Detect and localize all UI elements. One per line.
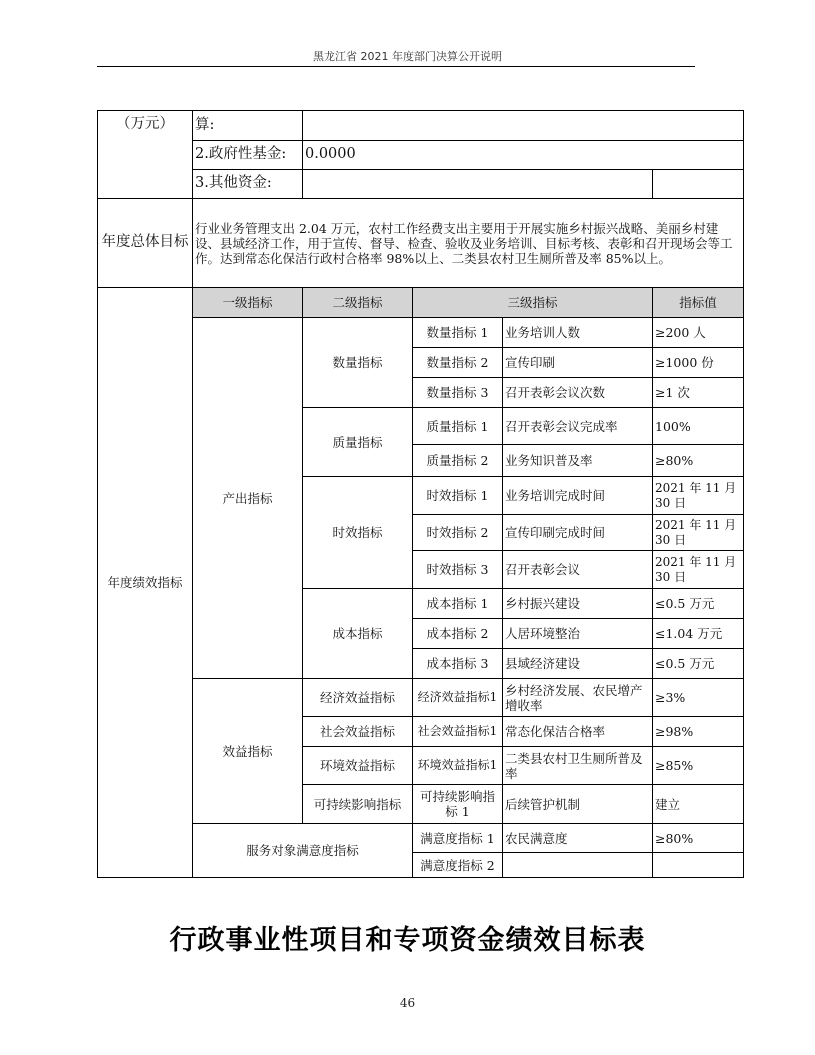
- indicator-code: 时效指标 3: [413, 551, 503, 589]
- indicator-name: 宣传印刷: [503, 348, 653, 378]
- page-header: 黑龙江省 2021 年度部门决算公开说明: [313, 50, 502, 63]
- indicator-name: [503, 853, 653, 878]
- level1-satisfaction: 服务对象满意度指标: [193, 824, 413, 878]
- indicator-name: 业务培训人数: [503, 318, 653, 348]
- indicator-value: ≥1 次: [653, 378, 744, 408]
- indicator-name: 人居环境整治: [503, 619, 653, 649]
- indicator-code: 成本指标 3: [413, 649, 503, 679]
- indicator-value: 2021 年 11 月 30 日: [653, 515, 744, 551]
- funds-source-label: 算:: [193, 111, 303, 141]
- indicator-code: 满意度指标 1: [413, 824, 503, 853]
- indicator-name: 后续管护机制: [503, 785, 653, 824]
- column-header: 三级指标: [413, 288, 653, 318]
- indicator-code: 可持续影响指标 1: [413, 785, 503, 824]
- indicator-value: ≤0.5 万元: [653, 649, 744, 679]
- funds-source-value: [303, 170, 653, 199]
- indicator-name: 宣传印刷完成时间: [503, 515, 653, 551]
- indicator-value: [653, 853, 744, 878]
- funds-source-label: 3.其他资金:: [193, 170, 303, 199]
- indicator-code: 数量指标 3: [413, 378, 503, 408]
- indicator-name: 二类县农村卫生厕所普及率: [503, 747, 653, 785]
- indicator-value: 100%: [653, 408, 744, 445]
- column-header: 指标值: [653, 288, 744, 318]
- funds-source-value: 0.0000: [303, 141, 744, 170]
- level2-quantity: 数量指标: [303, 318, 413, 408]
- indicator-name: 召开表彰会议完成率: [503, 408, 653, 445]
- indicator-code: 成本指标 2: [413, 619, 503, 649]
- column-header: 一级指标: [193, 288, 303, 318]
- indicator-code: 数量指标 2: [413, 348, 503, 378]
- indicator-code: 质量指标 1: [413, 408, 503, 445]
- indicator-code: 质量指标 2: [413, 445, 503, 477]
- level2-quality: 质量指标: [303, 408, 413, 477]
- indicator-value: ≤1.04 万元: [653, 619, 744, 649]
- level2-sustainable: 可持续影响指标: [303, 785, 413, 824]
- overall-goal-label: 年度总体目标: [98, 199, 193, 288]
- indicator-code: 经济效益指标1: [413, 679, 503, 717]
- funds-source-extra: [653, 170, 744, 199]
- indicator-code: 社会效益指标1: [413, 717, 503, 747]
- indicator-value: ≥98%: [653, 717, 744, 747]
- indicator-code: 时效指标 1: [413, 477, 503, 515]
- indicator-code: 时效指标 2: [413, 515, 503, 551]
- funds-unit-label: （万元）: [98, 111, 193, 199]
- indicator-name: 乡村经济发展、农民增产增收率: [503, 679, 653, 717]
- section-title: 行政事业性项目和专项资金绩效目标表: [169, 925, 646, 956]
- indicator-value: ≥80%: [653, 445, 744, 477]
- overall-goal-text: 行业业务管理支出 2.04 万元，农村工作经费支出主要用于开展实施乡村振兴战略、美丽乡村建设、县域经济工作，用于宣传、督导、检查、验收及业务培训、目标考核、表彰和召开现场会等工作。达到常态化保洁行政村合格率 98%以上、二类县农村卫生厕所普及率 85%以上。: [193, 199, 744, 288]
- level2-timeliness: 时效指标: [303, 477, 413, 589]
- header-rule: [97, 66, 695, 67]
- performance-target-table: [97, 110, 744, 878]
- indicator-value: 建立: [653, 785, 744, 824]
- indicator-name: 乡村振兴建设: [503, 589, 653, 619]
- level2-economic: 经济效益指标: [303, 679, 413, 717]
- page-number: 46: [399, 996, 416, 1010]
- funds-source-value: [303, 111, 744, 141]
- indicator-value: ≥80%: [653, 824, 744, 853]
- funds-source-label: 2.政府性基金:: [193, 141, 303, 170]
- level2-cost: 成本指标: [303, 589, 413, 679]
- indicator-value: ≤0.5 万元: [653, 589, 744, 619]
- indicator-name: 农民满意度: [503, 824, 653, 853]
- indicator-code: 数量指标 1: [413, 318, 503, 348]
- indicator-name: 常态化保洁合格率: [503, 717, 653, 747]
- level1-output: 产出指标: [193, 318, 303, 679]
- indicator-code: 满意度指标 2: [413, 853, 503, 878]
- indicator-value: ≥200 人: [653, 318, 744, 348]
- indicator-value: 2021 年 11 月 30 日: [653, 477, 744, 515]
- indicator-value: ≥3%: [653, 679, 744, 717]
- indicator-code: 环境效益指标1: [413, 747, 503, 785]
- level1-benefit: 效益指标: [193, 679, 303, 824]
- column-header: 二级指标: [303, 288, 413, 318]
- indicator-value: 2021 年 11 月 30 日: [653, 551, 744, 589]
- indicator-name: 召开表彰会议: [503, 551, 653, 589]
- indicator-value: ≥1000 份: [653, 348, 744, 378]
- indicator-name: 县域经济建设: [503, 649, 653, 679]
- indicator-name: 业务知识普及率: [503, 445, 653, 477]
- level2-environmental: 环境效益指标: [303, 747, 413, 785]
- indicator-name: 召开表彰会议次数: [503, 378, 653, 408]
- annual-performance-label: 年度绩效指标: [98, 288, 193, 878]
- level2-social: 社会效益指标: [303, 717, 413, 747]
- indicator-name: 业务培训完成时间: [503, 477, 653, 515]
- indicator-value: ≥85%: [653, 747, 744, 785]
- indicator-code: 成本指标 1: [413, 589, 503, 619]
